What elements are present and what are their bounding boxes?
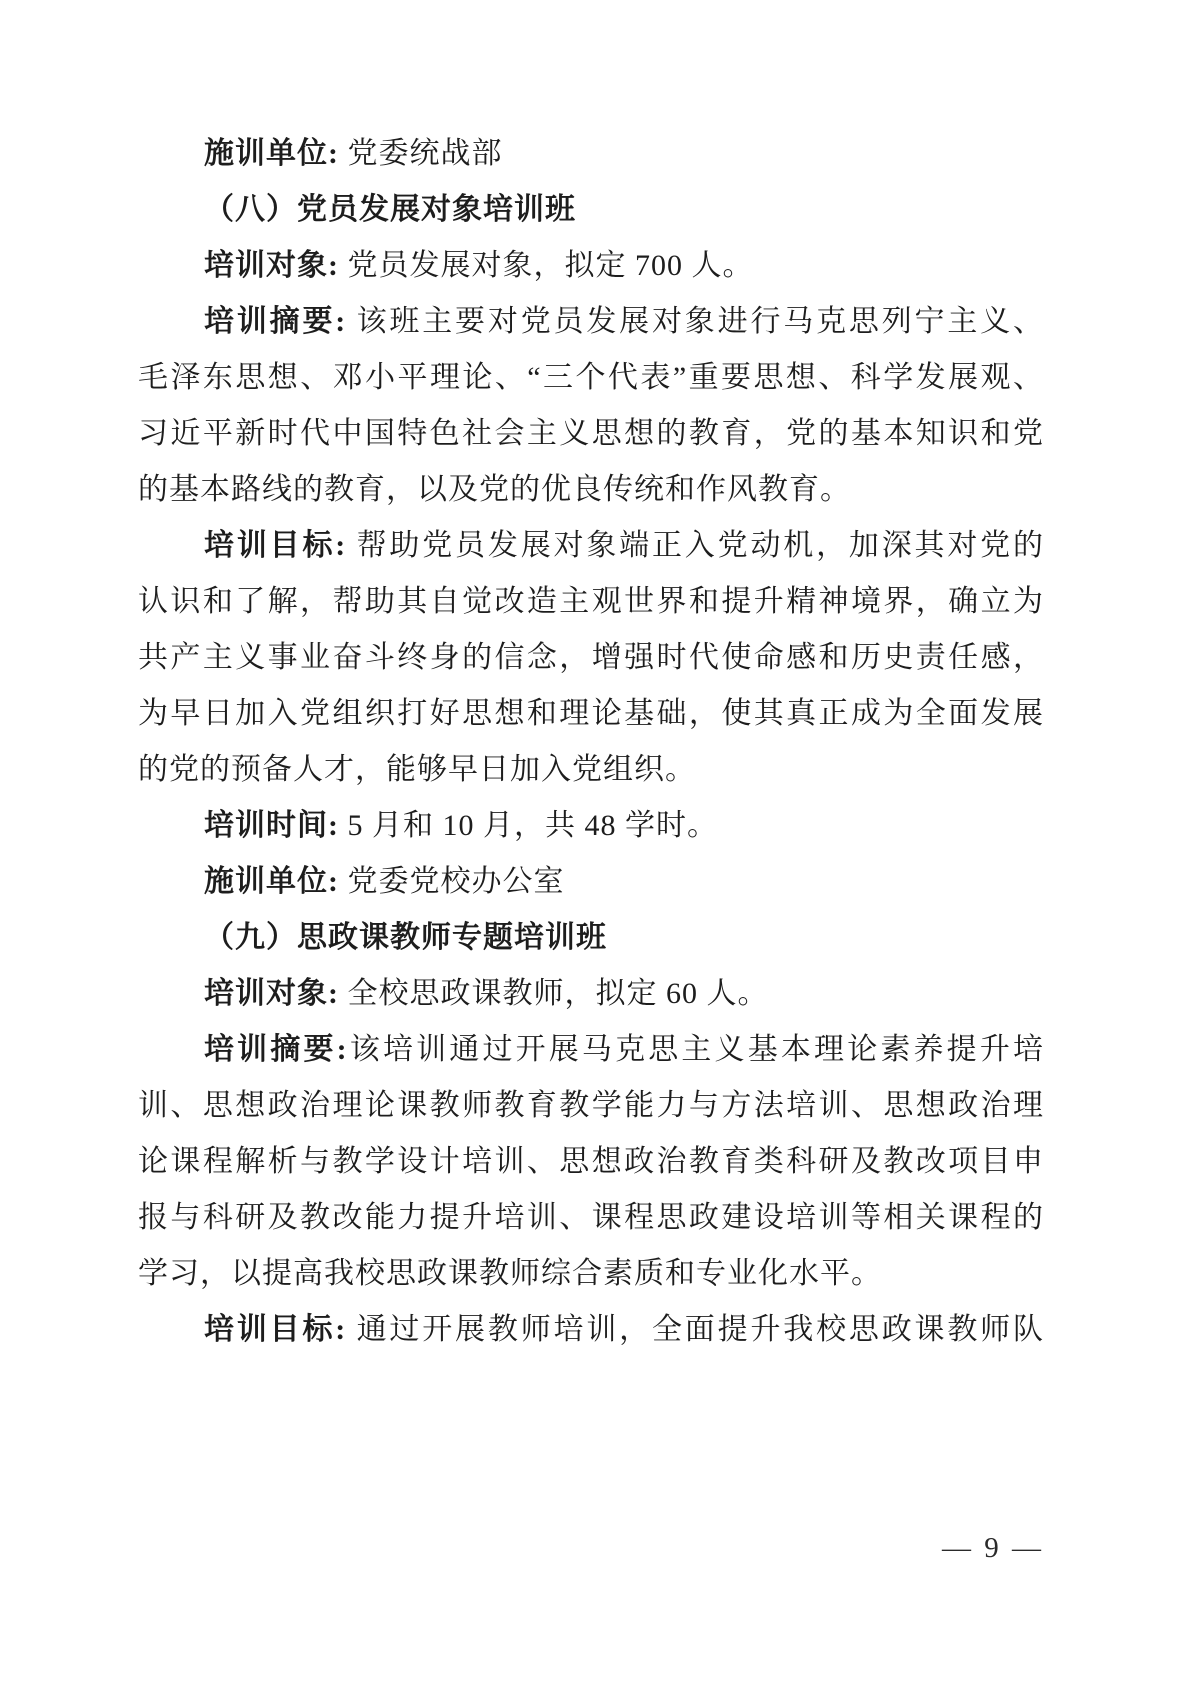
line-text: 该班主要对党员发展对象进行马克思列宁主义、 — [346, 305, 1045, 338]
field-label: 培训摘要: — [204, 305, 347, 338]
text-line — [138, 854, 1044, 910]
line-text: 党员发展对象，拟定 700 人。 — [339, 249, 754, 282]
document-body — [138, 126, 1044, 1358]
line-text: 该培训通过开展马克思主义基本理论素养提升培 — [347, 1033, 1044, 1066]
line-text: 5 月和 10 月，共 48 学时。 — [339, 809, 718, 842]
field-label: 施训单位: — [204, 137, 339, 170]
line-text: 毛泽东思想、邓小平理论、“三个代表”重要思想、科学发展观、 — [138, 361, 1044, 394]
text-line — [138, 630, 1044, 686]
text-line — [138, 966, 1044, 1022]
text-line — [138, 406, 1044, 462]
field-label: 施训单位: — [204, 865, 339, 898]
line-text: 的基本路线的教育，以及党的优良传统和作风教育。 — [138, 473, 851, 506]
field-label: 培训目标: — [204, 1313, 347, 1346]
text-line — [138, 574, 1044, 630]
line-text: 训、思想政治理论课教师教育教学能力与方法培训、思想政治理 — [138, 1089, 1044, 1122]
text-line — [138, 462, 1044, 518]
page-number: — 9 — — [942, 1532, 1044, 1564]
line-text: 学习，以提高我校思政课教师综合素质和专业化水平。 — [138, 1257, 882, 1290]
text-line — [138, 1078, 1044, 1134]
line-text: 习近平新时代中国特色社会主义思想的教育，党的基本知识和党 — [138, 417, 1044, 450]
line-text: （九）思政课教师专题培训班 — [204, 921, 607, 954]
text-line — [138, 742, 1044, 798]
section-heading — [138, 910, 1044, 966]
field-label: 培训对象: — [204, 249, 339, 282]
text-line — [138, 1302, 1044, 1358]
line-text: 论课程解析与教学设计培训、思想政治教育类科研及教改项目申 — [138, 1145, 1044, 1178]
text-line — [138, 126, 1044, 182]
text-line — [138, 294, 1044, 350]
line-text: 全校思政课教师，拟定 60 人。 — [339, 977, 769, 1010]
text-line — [138, 798, 1044, 854]
line-text: （八）党员发展对象培训班 — [204, 193, 576, 226]
line-text: 帮助党员发展对象端正入党动机，加深其对党的 — [346, 529, 1045, 562]
text-line — [138, 686, 1044, 742]
text-line — [138, 518, 1044, 574]
text-line — [138, 1190, 1044, 1246]
field-label: 培训摘要: — [204, 1033, 348, 1066]
text-line — [138, 350, 1044, 406]
line-text: 党委党校办公室 — [339, 865, 565, 898]
line-text: 共产主义事业奋斗终身的信念，增强时代使命感和历史责任感， — [138, 641, 1044, 674]
line-text: 报与科研及教改能力提升培训、课程思政建设培训等相关课程的 — [138, 1201, 1044, 1234]
line-text: 为早日加入党组织打好思想和理论基础，使其真正成为全面发展 — [138, 697, 1044, 730]
line-text: 党委统战部 — [339, 137, 503, 170]
text-line — [138, 1134, 1044, 1190]
field-label: 培训时间: — [204, 809, 339, 842]
field-label: 培训目标: — [204, 529, 347, 562]
section-heading — [138, 182, 1044, 238]
line-text: 的党的预备人才，能够早日加入党组织。 — [138, 753, 696, 786]
line-text: 通过开展教师培训，全面提升我校思政课教师队 — [346, 1313, 1045, 1346]
text-line — [138, 1022, 1044, 1078]
text-line — [138, 238, 1044, 294]
field-label: 培训对象: — [204, 977, 339, 1010]
text-line — [138, 1246, 1044, 1302]
line-text: 认识和了解，帮助其自觉改造主观世界和提升精神境界，确立为 — [138, 585, 1044, 618]
